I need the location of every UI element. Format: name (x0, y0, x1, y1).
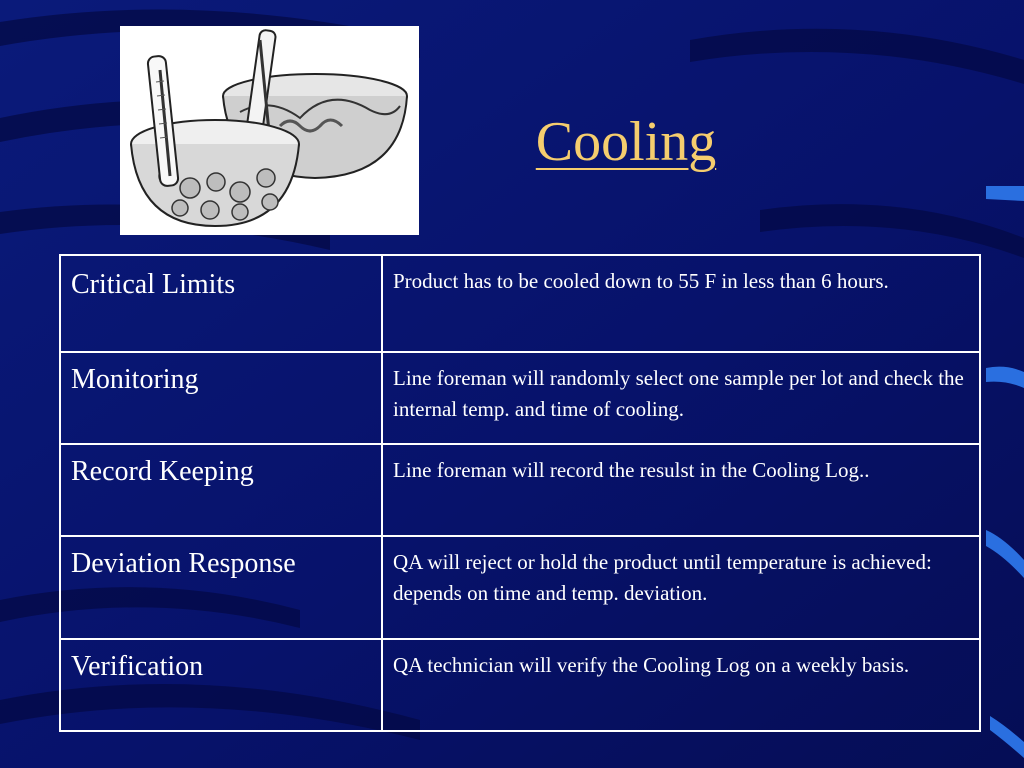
table-row (60, 639, 980, 731)
row-description: Product has to be cooled down to 55 F in less than 6 hours. (382, 255, 980, 352)
row-label: Deviation Response (60, 536, 382, 639)
slide-title: Cooling (535, 111, 717, 173)
row-description: Line foreman will randomly select one sample per lot and check the internal temp. and time of cooling. (382, 352, 980, 444)
row-label: Monitoring (60, 352, 382, 444)
table-row (60, 536, 980, 639)
table-row (60, 352, 980, 444)
bowls-with-thermometers-icon (120, 26, 419, 235)
row-label: Verification (60, 639, 382, 731)
row-label: Record Keeping (60, 444, 382, 536)
cooling-table (59, 254, 981, 732)
row-label: Critical Limits (60, 255, 382, 352)
table-row (60, 444, 980, 536)
row-description: Line foreman will record the resulst in the Cooling Log.. (382, 444, 980, 536)
row-description: QA technician will verify the Cooling Log on a weekly basis. (382, 639, 980, 731)
row-description: QA will reject or hold the product until temperature is achieved: depends on time and temp. deviation. (382, 536, 980, 639)
table-row (60, 255, 980, 352)
